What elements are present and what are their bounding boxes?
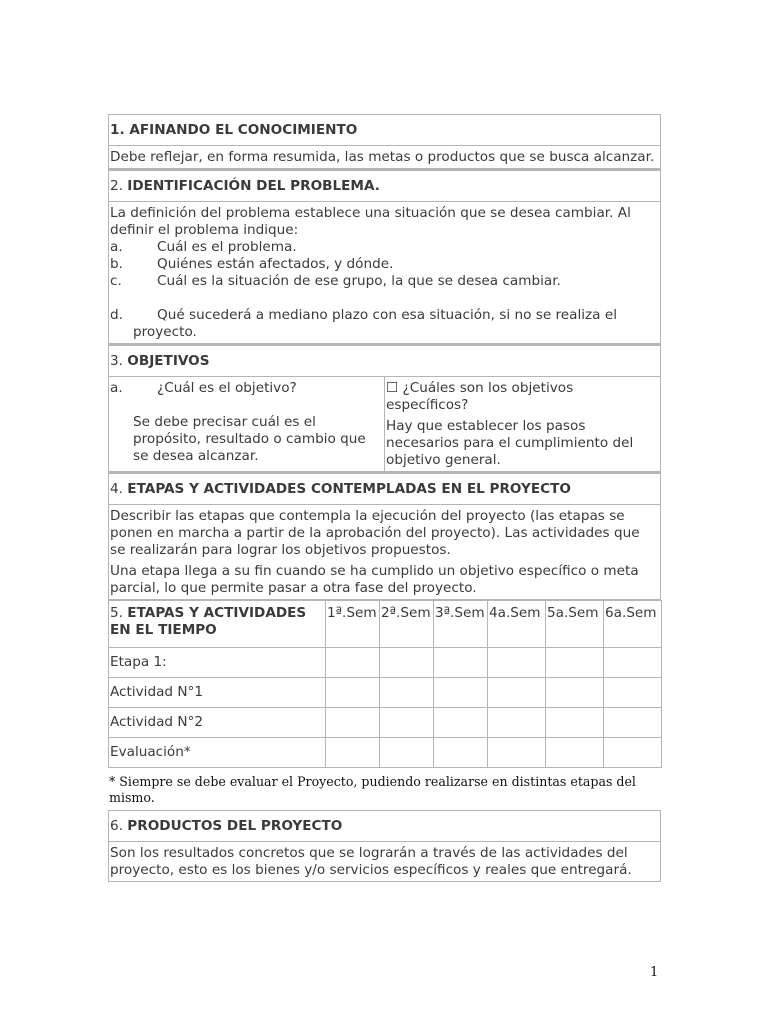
schedule-title-cell: 5. ETAPAS Y ACTIVIDADES EN EL TIEMPO [109, 601, 326, 648]
table-cell [604, 678, 662, 708]
section-2-number: 2. [110, 178, 128, 194]
section-6-heading [109, 811, 660, 842]
list-item: a. Cuál es el problema. [110, 239, 297, 255]
document [108, 114, 661, 882]
table-cell [434, 738, 488, 768]
table-cell [326, 648, 380, 678]
section-4-paragraph-2: Una etapa llega a su fin cuando se ha cumplido un objetivo específico o meta parcial, lo que permite pasar a otra fase del proyecto. [110, 563, 639, 596]
table-cell [434, 648, 488, 678]
table-cell [488, 708, 546, 738]
objectives-row [109, 377, 660, 472]
general-objective-cell [109, 377, 385, 471]
table-cell [434, 678, 488, 708]
section-1-body: Debe reflejar, en forma resumida, las metas o productos que se busca alcanzar. [109, 146, 660, 169]
column-header: 3ª.Sem [434, 601, 488, 648]
row-label: Actividad N°1 [109, 678, 326, 708]
schedule-table [108, 600, 662, 768]
column-header: 1ª.Sem [326, 601, 380, 648]
schedule-header-row [109, 601, 662, 648]
section-6-title: PRODUCTOS DEL PROYECTO [127, 818, 343, 834]
table-row [109, 708, 662, 738]
list-marker: a. [110, 380, 123, 396]
section-2-heading [109, 171, 660, 202]
section-1-title: 1. AFINANDO EL CONOCIMIENTO [109, 115, 660, 146]
table-cell [604, 708, 662, 738]
column-header: 4a.Sem [488, 601, 546, 648]
section-2-title: IDENTIFICACIÓN DEL PROBLEMA. [127, 178, 380, 194]
table-row [109, 678, 662, 708]
table-cell [380, 678, 434, 708]
table-cell [604, 648, 662, 678]
table-cell [488, 678, 546, 708]
table-cell [604, 738, 662, 768]
section-4 [108, 472, 661, 600]
row-label: Etapa 1: [109, 648, 326, 678]
specific-objectives-body: Hay que establecer los pasos necesarios para el cumplimiento del objetivo general. [386, 418, 634, 468]
table-cell [546, 708, 604, 738]
specific-objectives-question: ☐ ¿Cuáles son los objetivos específicos? [386, 380, 574, 413]
evaluation-footnote: * Siempre se debe evaluar el Proyecto, pudiendo realizarse en distintas etapas del mismo. [109, 774, 636, 805]
section-6 [108, 810, 661, 882]
schedule-title: ETAPAS Y ACTIVIDADES EN EL TIEMPO [110, 605, 307, 638]
table-cell [546, 738, 604, 768]
section-4-heading [109, 474, 660, 505]
section-3-number: 3. [110, 353, 128, 369]
section-3 [108, 344, 661, 472]
row-label: Actividad N°2 [109, 708, 326, 738]
list-item: d. Qué sucederá a mediano plazo con esa situación, si no se realiza el [110, 307, 617, 323]
column-header: 2ª.Sem [380, 601, 434, 648]
table-cell [380, 708, 434, 738]
section-2 [108, 169, 661, 344]
table-cell [434, 708, 488, 738]
list-item-continuation: proyecto. [133, 324, 197, 340]
table-cell [326, 738, 380, 768]
column-header: 6a.Sem [604, 601, 662, 648]
table-cell [326, 708, 380, 738]
general-objective-body: Se debe precisar cuál es el propósito, resultado o cambio que se desea alcanzar. [133, 414, 366, 464]
section-4-number: 4. [110, 481, 128, 497]
section-6-body: Son los resultados concretos que se lograrán a través de las actividades del proyecto, esto es los bienes y/o servicios específicos y reales que entregará. [109, 842, 660, 882]
table-row [109, 738, 662, 768]
table-cell [380, 738, 434, 768]
section-3-heading [109, 346, 660, 377]
section-4-title: ETAPAS Y ACTIVIDADES CONTEMPLADAS EN EL PROYECTO [127, 481, 571, 497]
general-objective-question: ¿Cuál es el objetivo? [157, 380, 297, 396]
section-1 [108, 114, 661, 169]
table-row [109, 648, 662, 678]
section-2-body [109, 202, 660, 344]
list-item: c. Cuál es la situación de ese grupo, la que se desea cambiar. [110, 273, 561, 289]
section-4-paragraph-1: Describir las etapas que contempla la ejecución del proyecto (las etapas se ponen en marcha a partir de la aprobación del proyecto). Las actividades que se realizarán para lograr los objetivos propuestos. [110, 508, 640, 558]
list-item: b. Quiénes están afectados, y dónde. [110, 256, 394, 272]
section-2-intro: La definición del problema establece una situación que se desea cambiar. Al definir el problema indique: [110, 205, 631, 238]
specific-objectives-cell [385, 377, 660, 471]
table-cell [546, 648, 604, 678]
table-cell [326, 678, 380, 708]
section-4-body [109, 505, 660, 600]
table-cell [488, 738, 546, 768]
column-header: 5a.Sem [546, 601, 604, 648]
table-cell [488, 648, 546, 678]
table-cell [380, 648, 434, 678]
page-number: 1 [650, 965, 659, 980]
section-6-number: 6. [110, 818, 128, 834]
section-3-title: OBJETIVOS [127, 353, 210, 369]
row-label: Evaluación* [109, 738, 326, 768]
table-cell [546, 678, 604, 708]
